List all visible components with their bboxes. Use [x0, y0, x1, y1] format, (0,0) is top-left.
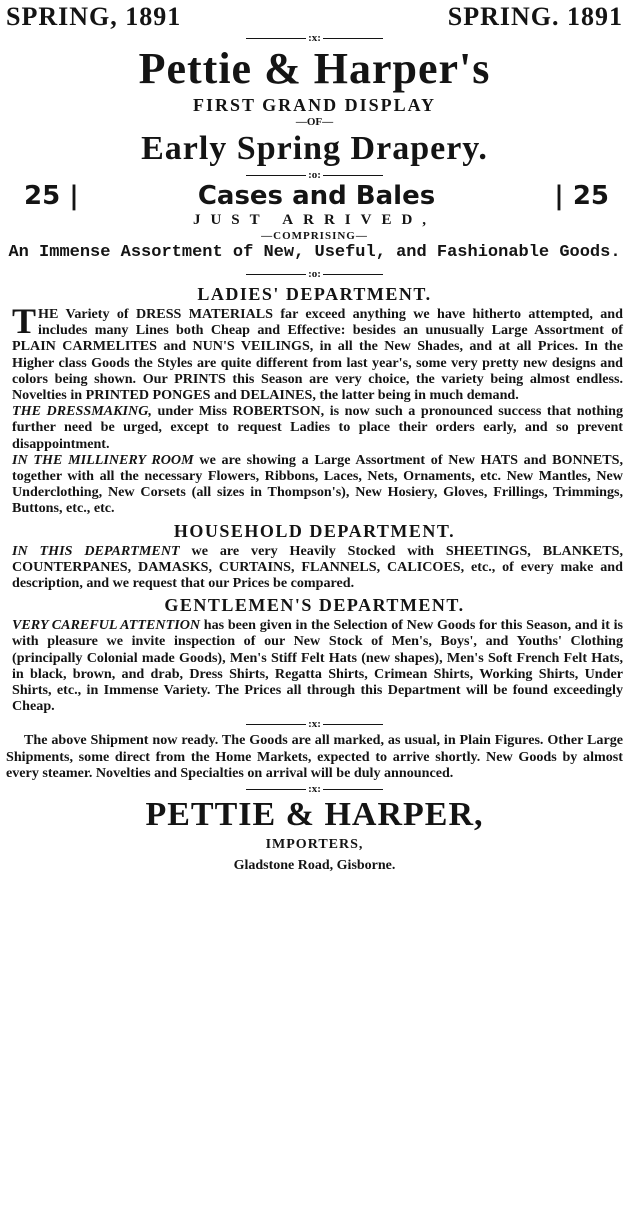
cases-count-left: 25 |: [24, 181, 79, 211]
gentlemens-text: has been given in the Selection of New Goods for this Season, and it is with pleasure we invite inspection of our New Stock of Men's, Boys', and Youths' Clothing (principally Colonial made Goods), Men's Stiff Felt Hats (new shapes), Men's Soft French Felt Hats, in black, brown, and drab, Dress Shirts, Regatta Shirts, Crimean Shirts, Working Shirts, Under Shirts, etc., in Immense Variety. The Prices all through this Department will be found exceedingly Cheap.: [12, 617, 623, 715]
just-arrived: JUST ARRIVED,: [192, 212, 437, 228]
cases-and-bales-line: [6, 181, 623, 211]
gentlemens-lead: VERY CAREFUL ATTENTION: [12, 617, 201, 634]
date-right: SPRING. 1891: [447, 2, 623, 31]
dressmaking-text: under Miss ROBERTSON, is now such a pronounced success that nothing further need be urged, except to request Ladies to place their orders early, and so prevent disappointment.: [12, 403, 623, 452]
signature: PETTIE & HARPER,: [145, 796, 484, 834]
household-lead: IN THIS DEPARTMENT: [12, 542, 180, 559]
gentlemens-department-heading: GENTLEMEN'S DEPARTMENT.: [164, 595, 465, 616]
household-text: we are very Heavily Stocked with SHEETINGS, BLANKETS, COUNTERPANES, DAMASKS, CURTAINS, FLANNELS, CALICOES, etc., of every make and description, and we request that our Prices be compared.: [12, 542, 623, 592]
ladies-dress-materials-paragraph: [6, 301, 623, 404]
closing-paragraph: The above Shipment now ready. The Goods are all marked, as usual, in Plain Figures. Other Large Shipments, some direct from the Home Markets, expected to arrive shortly. New Goods by almost every steamer. Novelties and Specialties on arrival will be duly announced.: [6, 732, 623, 781]
ladies-department-heading: LADIES' DEPARTMENT.: [197, 284, 432, 304]
household-department-heading: HOUSEHOLD DEPARTMENT.: [173, 520, 456, 541]
date-left: SPRING, 1891: [6, 2, 182, 31]
millinery-paragraph: [6, 452, 623, 517]
divider-rule: :x:: [6, 32, 623, 44]
address: Gladstone Road, Gisborne.: [233, 858, 396, 874]
comprising: —COMPRISING—: [261, 230, 368, 242]
of-line: —OF—: [295, 116, 334, 128]
drop-cap: T: [12, 301, 37, 341]
assortment-line: An Immense Assortment of New, Useful, and Fashionable Goods.: [8, 243, 621, 262]
ladies-p1-text: HE Variety of DRESS MATERIALS far exceed anything we have hitherto attempted, and includes many Lines both Cheap and Effective: besides an unusually Large Assortment of PLAIN CARMELITES and NUN'S VEILINGS, in all the New Shades, and at all Prices. In the Higher class Goods the Styles are quite different from last year's, some very pretty new designs and colors being shown. Our PRINTS this Season are very choice, the variety being almost endless. Novelties in PRINTED PONGES and DELAINES, the latter being in much demand.: [12, 306, 623, 404]
firm-name: Pettie & Harper's: [138, 44, 491, 93]
dressmaking-lead: THE DRESSMAKING,: [12, 403, 152, 420]
gentlemens-paragraph: [6, 617, 623, 714]
first-grand-display: FIRST GRAND DISPLAY: [192, 95, 437, 115]
cases-count-right: | 25: [554, 181, 609, 211]
millinery-text: we are showing a Large Assortment of New HATS and BONNETS, together with all the necessary Flowers, Ribbons, Laces, Nets, Ornaments, etc. New Mantles, New Underclothing, New Corsets (all sizes in Thompson's), New Hosiery, Gloves, Frillings, Trimmings, Buttons, etc., etc.: [12, 451, 624, 517]
household-paragraph: [6, 543, 623, 592]
date-row: [6, 0, 623, 32]
early-spring-drapery: Early Spring Drapery.: [141, 130, 488, 167]
divider-rule: :o:: [6, 268, 623, 280]
dressmaking-paragraph: [6, 403, 623, 452]
divider-rule: :x:: [6, 783, 623, 795]
divider-rule: :o:: [6, 169, 623, 181]
divider-rule: :x:: [6, 718, 623, 730]
cases-and-bales: Cases and Bales: [197, 181, 436, 211]
millinery-lead: IN THE MILLINERY ROOM: [12, 451, 194, 468]
importers: IMPORTERS,: [265, 837, 364, 853]
